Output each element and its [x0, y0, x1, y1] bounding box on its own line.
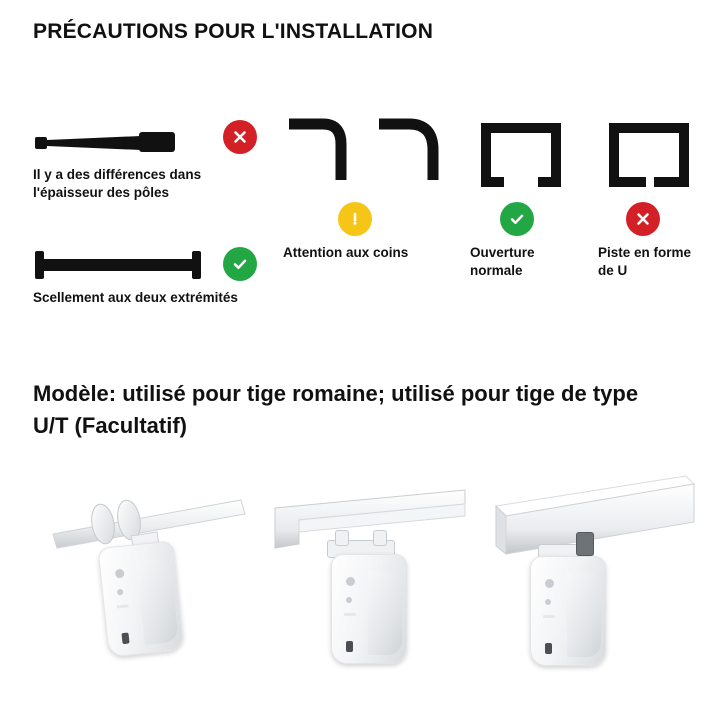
- precaution-u-shaped-track: [598, 110, 718, 279]
- cross-icon: [634, 210, 652, 228]
- motor-slot: [543, 615, 555, 618]
- motor-led-2: [346, 597, 352, 603]
- photo-roman-rod: [45, 470, 255, 685]
- status-badge-ok: [223, 247, 257, 281]
- precaution-caption: Piste en forme de U: [598, 245, 692, 278]
- motor-led-2: [117, 589, 124, 596]
- model-title: Modèle: utilisé pour tige romaine; utilisé pour tige de type U/T (Facultatif): [33, 381, 639, 438]
- corner-rails-svg: [283, 110, 453, 196]
- motor-button: [346, 641, 353, 652]
- photo-box-rail: [480, 470, 690, 685]
- precaution-caption: Attention aux coins: [283, 245, 409, 260]
- precaution-sealed-both-ends: [33, 245, 263, 307]
- motor-side-panel: [136, 558, 179, 645]
- status-badge-error: [223, 120, 257, 154]
- exclamation-icon: [346, 210, 364, 228]
- open-u-track-diagram: [470, 110, 600, 196]
- precautions-section: [0, 110, 719, 340]
- motor-body: [331, 554, 407, 664]
- cross-icon: [231, 128, 249, 146]
- precaution-corner-warning: [283, 110, 463, 262]
- motor-button: [121, 632, 129, 644]
- rail-clip-right: [373, 530, 387, 546]
- tapered-pole-svg: [33, 120, 213, 164]
- corner-rails-diagram: [283, 110, 463, 196]
- rail-clip-left: [335, 530, 349, 546]
- precaution-caption: Scellement aux deux extrémités: [33, 290, 238, 305]
- check-icon: [231, 255, 249, 273]
- page-title: PRÉCAUTIONS POUR L'INSTALLATION: [33, 20, 434, 43]
- motor-body: [530, 556, 606, 666]
- photo-u-rail: [265, 470, 475, 685]
- motor-led-2: [545, 599, 551, 605]
- motor-side-panel: [567, 573, 601, 657]
- closed-u-track-svg: [598, 110, 708, 196]
- precaution-caption: Il y a des différences dans l'épaisseur des pôles: [33, 167, 202, 200]
- status-badge-error: [626, 202, 660, 236]
- motor-slot: [117, 604, 129, 608]
- motor-body: [97, 540, 184, 657]
- check-icon: [508, 210, 526, 228]
- closed-u-track-diagram: [598, 110, 718, 196]
- motor-led-1: [545, 579, 554, 588]
- precaution-unequal-pole-thickness: [33, 120, 253, 201]
- precaution-caption: Ouverture normale: [470, 245, 535, 278]
- even-pole-svg: [33, 245, 213, 287]
- motor-side-panel: [368, 571, 402, 655]
- tapered-pole-diagram: [33, 120, 253, 164]
- even-pole-diagram: [33, 245, 263, 287]
- open-u-track-svg: [470, 110, 580, 196]
- status-badge-ok: [500, 202, 534, 236]
- motor-led-1: [346, 577, 355, 586]
- photos-section: [0, 470, 719, 700]
- motor-led-1: [115, 569, 125, 579]
- status-badge-warning: [338, 202, 372, 236]
- precaution-normal-opening: [470, 110, 600, 279]
- motor-slot: [344, 613, 356, 616]
- motor-button: [545, 643, 552, 654]
- rail-clamp: [576, 532, 594, 556]
